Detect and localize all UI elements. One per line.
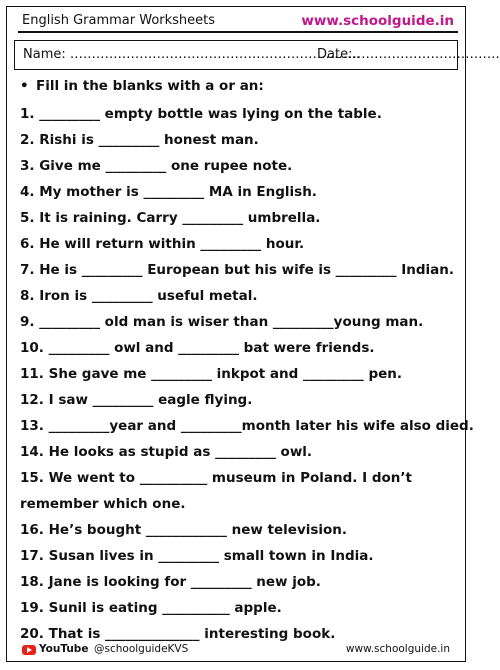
question-list (20, 101, 474, 647)
question-item-continued: remember which one. (20, 496, 186, 512)
header-site-link[interactable]: www.schoolguide.in (301, 13, 454, 29)
worksheet-header-title: English Grammar Worksheets (22, 13, 216, 28)
question-item: 7. He is _________ European but his wife is _________ Indian. (20, 262, 455, 278)
bullet-icon: • (20, 78, 29, 94)
question-item: 2. Rishi is _________ honest man. (20, 132, 259, 148)
question-item: 3. Give me _________ one rupee note. (20, 158, 293, 174)
date-field[interactable]: Date:……………………………. (317, 47, 500, 62)
question-item: 18. Jane is looking for _________ new job. (20, 574, 321, 590)
question-item: 17. Susan lives in _________ small town in India. (20, 548, 374, 564)
instruction-text: Fill in the blanks with a or an: (36, 78, 264, 94)
question-item: 5. It is raining. Carry _________ umbrella. (20, 210, 321, 226)
question-item: 4. My mother is _________ MA in English. (20, 184, 317, 200)
question-item: 20. That is ______________ interesting book. (20, 626, 336, 642)
footer (0, 641, 474, 661)
name-date-box (14, 40, 500, 70)
question-item: 8. Iron is _________ useful metal. (20, 288, 258, 304)
question-item: 15. We went to __________ museum in Poland. I don’t (20, 470, 412, 486)
instruction (20, 78, 264, 94)
question-item: 11. She gave me _________ inkpot and _________ pen. (20, 366, 403, 382)
question-item: 14. He looks as stupid as _________ owl. (20, 444, 313, 460)
footer-site-link[interactable]: www.schoolguide.in (345, 643, 450, 655)
question-item: 10. _________ owl and _________ bat were friends. (20, 340, 375, 356)
header-divider (18, 31, 458, 33)
question-item: 1. _________ empty bottle was lying on the table. (20, 106, 382, 122)
question-item: 12. I saw _________ eagle flying. (20, 392, 253, 408)
question-item: 6. He will return within _________ hour. (20, 236, 305, 252)
question-item: 16. He’s bought ____________ new television. (20, 522, 348, 538)
name-field[interactable]: Name: …………………………………………………………. (23, 47, 360, 62)
question-item: 19. Sunil is eating __________ apple. (20, 600, 282, 616)
question-item: 9. _________ old man is wiser than _________young man. (20, 314, 424, 330)
youtube-label[interactable]: YouTube (39, 643, 89, 655)
question-item: 13. _________year and _________month later his wife also died. (20, 418, 474, 434)
youtube-handle[interactable]: @schoolguideKVS (94, 643, 189, 655)
youtube-icon[interactable] (22, 645, 36, 655)
